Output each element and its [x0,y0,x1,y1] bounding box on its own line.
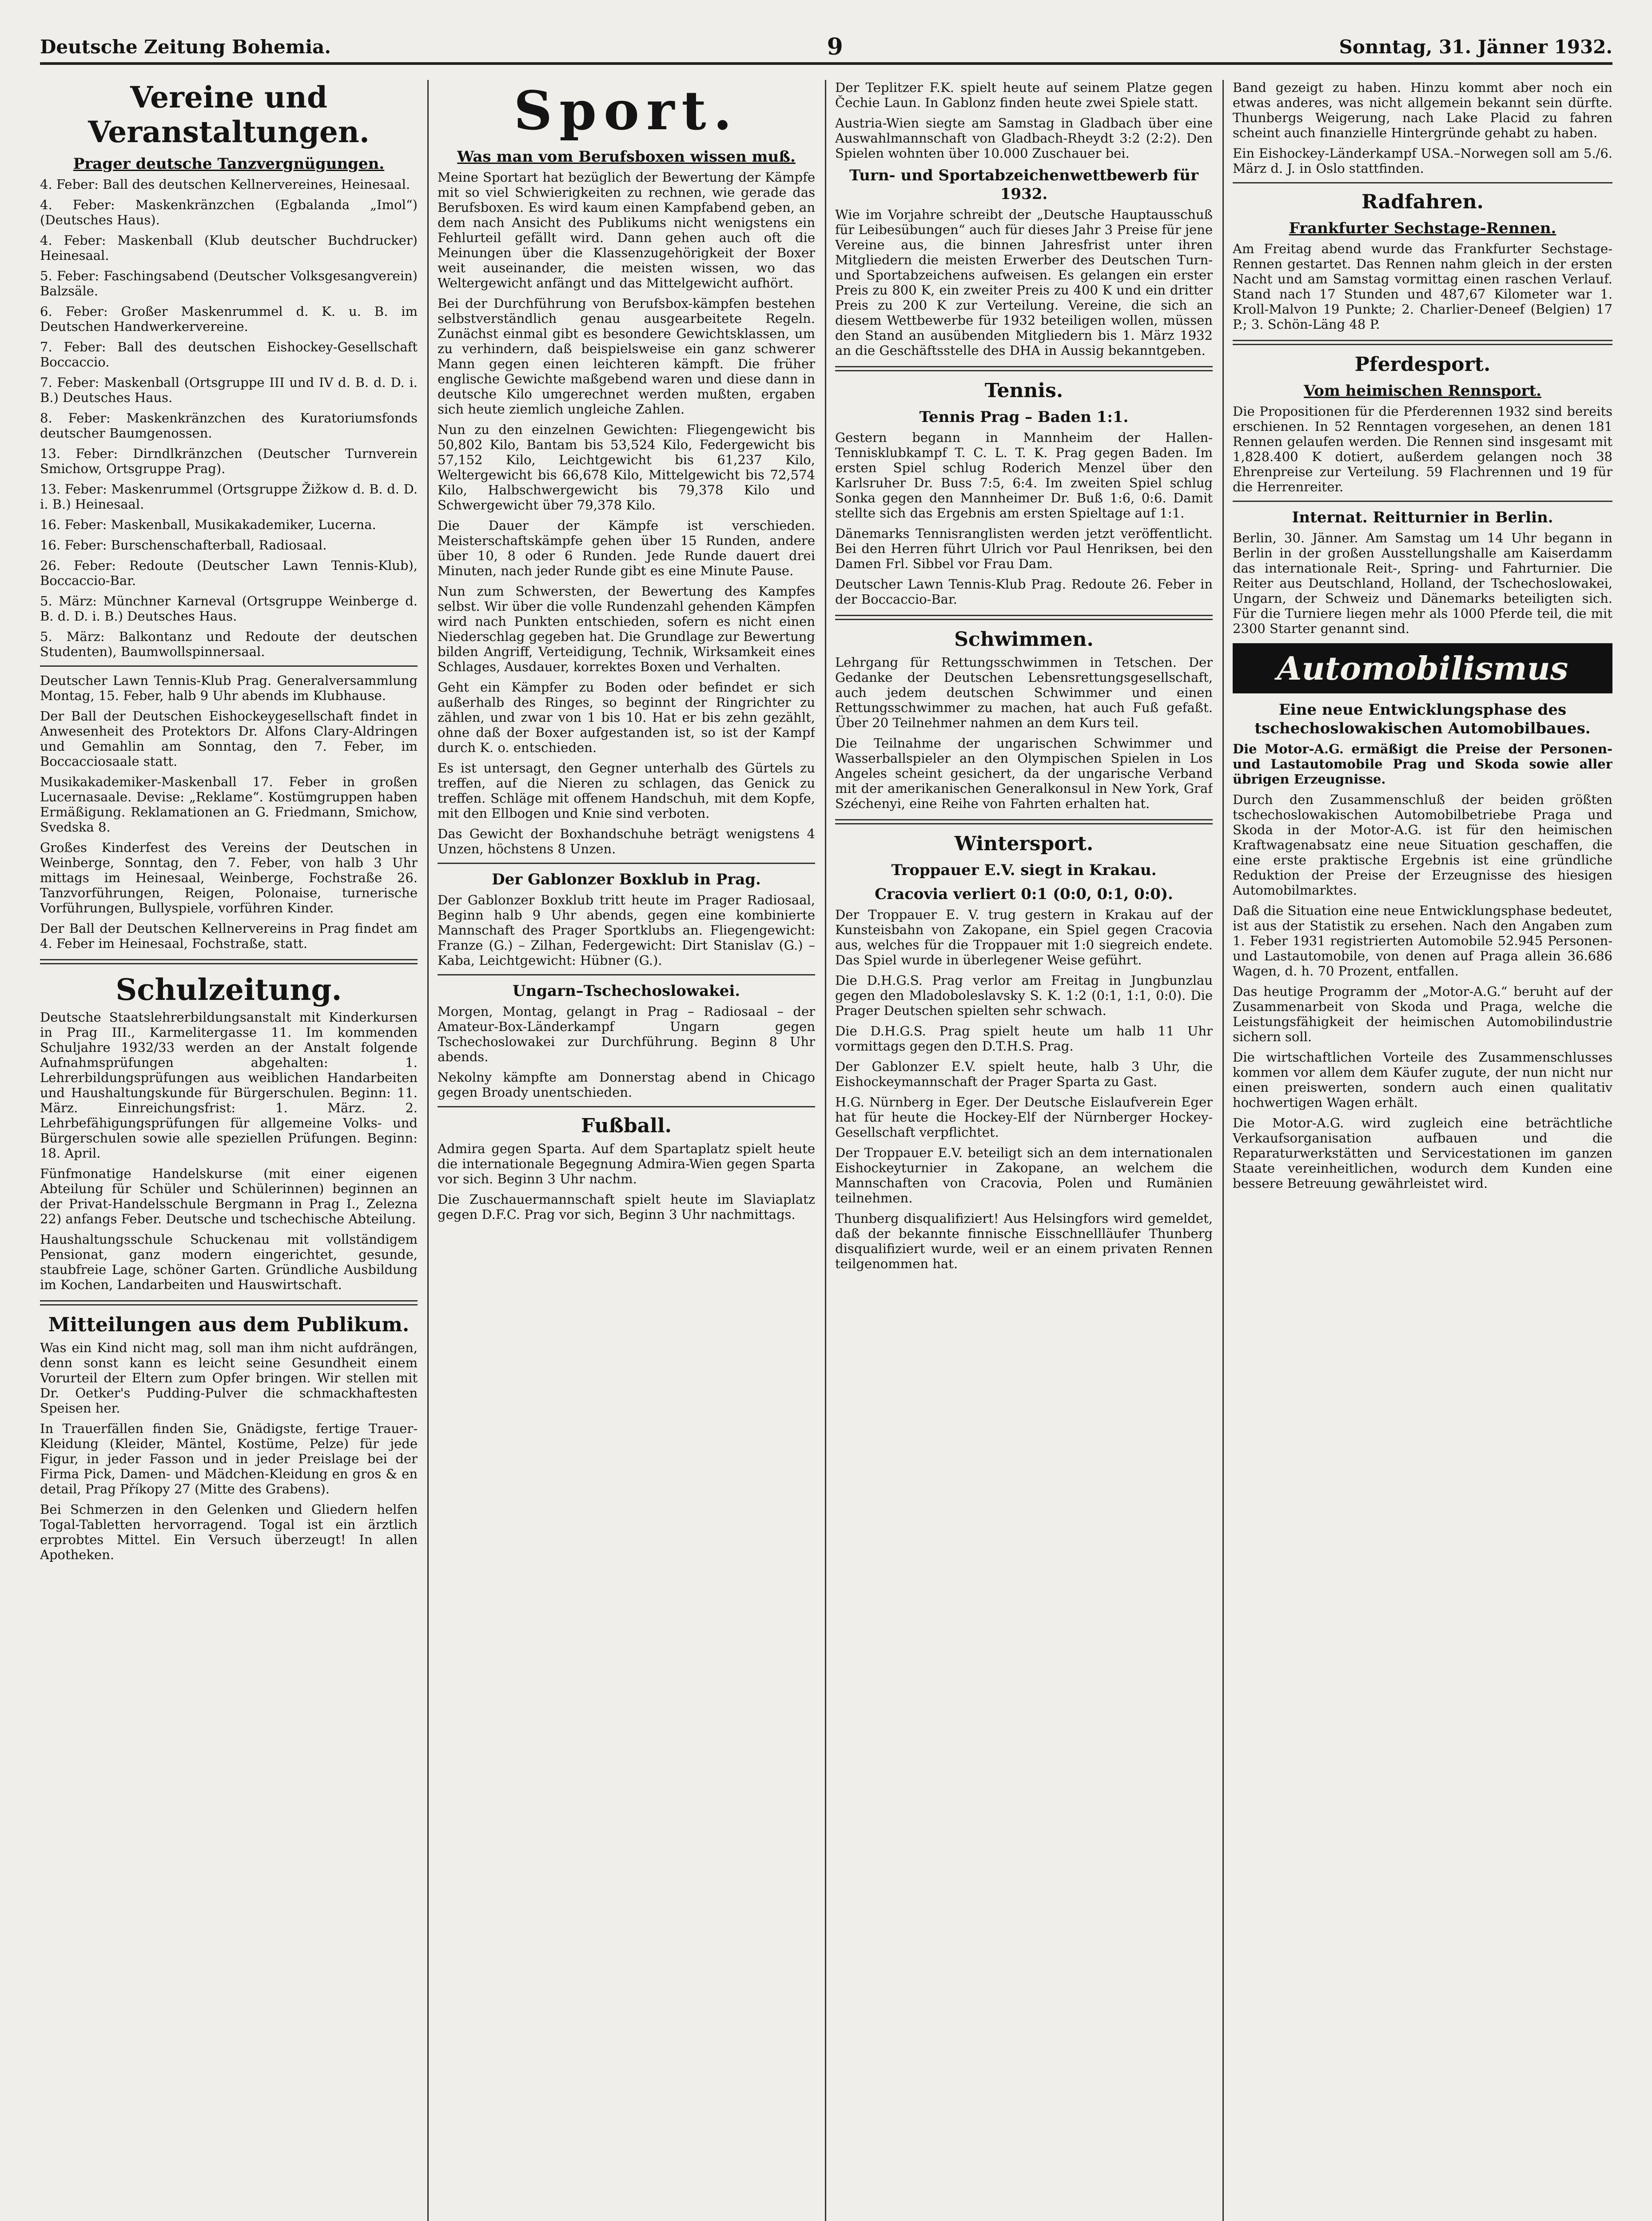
section-heading-tennis: Tennis. [984,379,1063,402]
article-text: Berlin, 30. Jänner. Am Samstag um 14 Uhr begann in Berlin in der großen Ausstellungshalle am Kaiserdamm das internationale Reit-, Spring- und Fahrturnier. Die Reiter aus Deutschland, Holland, der Tschechoslowakei, Ungarn, der Schweiz und Dänemarks beteiligten sich. Für die Turniere liegen mehr als 1000 Pferde teil, die mit 2300 Starter genannt sind. [1233,530,1612,636]
article-text: Bei Schmerzen in den Gelenken und Gliedern helfen Togal-Tabletten hervorragend. Togal ist ein ärztlich erprobtes Mittel. Ein Versuch überzeugt! In allen Apotheken. [40,1502,418,1562]
divider [835,819,1213,824]
article-text: Der Troppauer E.V. beteiligt sich an dem internationalen Eishockeyturnier in Zakopane, an welchem die Mannschaften von Cracovia, Polen und Rumänien teilnehmen. [835,1145,1213,1206]
event-item: 5. Feber: Faschingsabend (Deutscher Volksgesangverein) Balzsäle. [40,268,418,299]
event-item: 16. Feber: Burschenschafterball, Radiosaal. [40,537,327,553]
article-text: Meine Sportart hat bezüglich der Bewertung der Kämpfe mit so viel Schwierigkeiten zu rechnen, wie gerade das Berufsboxen. Es wird kaum einen Kampfabend geben, an dem nach Ansicht des Publikums nicht wenigstens ein Fehlurteil gefällt wird. Dann gehen auch oft die Meinungen über die Klassenzugehörigkeit der Boxer weit auseinander, die meisten wissen, wo das Weltergewicht anfängt und das Mittelgewicht aufhört. [438,170,815,291]
column-3 [835,80,1213,2221]
article-text: Band gezeigt zu haben. Hinzu kommt aber noch ein etwas anderes, was nicht allgemein bekannt sein dürfte. Thunbergs Weigerung, nach Lake Placid zu fahren scheint auch finanzielle Hintergründe gehabt zu haben. [1233,80,1612,140]
article-text: Fünfmonatige Handelskurse (mit einer eigenen Abteilung für Schüler und Schülerinnen) beginnen an der Privat-Handelsschule Bergmann in Prag I., Zelezna 22) anfangs Feber. Deutsche und tschechische Abteilung. [40,1166,418,1226]
section-heading-radfahren: Radfahren. [1361,191,1484,213]
paper-name: Deutsche Zeitung Bohemia. [40,36,331,58]
article-text: Morgen, Montag, gelangt in Prag – Radiosaal – der Amateur-Box-Länderkampf Ungarn gegen Tschechoslowakei zur Durchführung. Beginn 8 Uhr abends. [438,1004,815,1064]
article-text: Durch den Zusammenschluß der beiden größten tschechoslowakischen Automobilbetriebe Praga und Skoda in der Motor-A.G. ist für den heimischen Kraftwagenabsatz eine neue Situation geschaffen, die eine erste praktische Ergebnis ist eine gründliche Reduktion der Preise der Erzeugnisse des hiesigen Automobilmarktes. [1233,792,1612,898]
article-text: Der Gablonzer E.V. spielt heute, halb 3 Uhr, die Eishockeymannschaft der Prager Sparta zu Gast. [835,1059,1213,1089]
article-text: Die Teilnahme der ungarischen Schwimmer und Wasserballspieler an den Olympischen Spielen in Los Angeles scheint gesichert, da der ungarische Verband mit der amerikanischen Generalkonsul in New York, Graf Széchenyi, eine Reihe von Fahrten erhalten hat. [835,736,1213,811]
column-rule [1222,80,1224,2221]
notice: Deutscher Lawn Tennis-Klub Prag. Generalversammlung Montag, 15. Feber, halb 9 Uhr abends im Klubhause. [40,673,418,703]
article-text: Die Zuschauermannschaft spielt heute im Slaviaplatz gegen D.F.C. Prag vor sich, Beginn 3 Uhr nachmittags. [438,1192,815,1222]
divider [1233,501,1612,502]
article-text: Dänemarks Tennisranglisten werden jetzt veröffentlicht. Bei den Herren führt Ulrich vor Paul Henriksen, bei den Damen Frl. Sibbel vor Frau Dam. [835,526,1213,571]
event-item: 7. Feber: Ball des deutschen Eishockey-Gesellschaft Boccaccio. [40,339,418,370]
article-text: Deutscher Lawn Tennis-Klub Prag. Redoute 26. Feber in der Boccaccio-Bar. [835,577,1213,607]
article-heading-gablonz: Der Gablonzer Boxklub in Prag. [492,871,761,888]
article-lead: Die Motor-A.G. ermäßigt die Preise der Personen- und Lastautomobile Prag und Skoda sowie aller übrigen Erzeugnisse. [1233,741,1612,787]
article-heading-tennis-prag-baden: Tennis Prag – Baden 1:1. [919,408,1129,426]
column-1 [40,80,418,2221]
article-text: Thunberg disqualifiziert! Aus Helsingfors wird gemeldet, daß der bekannte finnische Eisschnellläufer Thunberg disqualifiziert wurde, weil er an einem privaten Rennen teilgenommen hat. [835,1211,1213,1271]
divider [438,863,815,864]
divider [835,366,1213,371]
event-item: 4. Feber: Ball des deutschen Kellnervereines, Heinesaal. [40,177,410,192]
article-text: H.G. Nürnberg in Eger. Der Deutsche Eislaufverein Eger hat für heute die Hockey-Elf der Nürnberger Hockey-Gesellschaft verpflichtet. [835,1095,1213,1140]
divider [1233,182,1612,183]
divider [1233,340,1612,345]
article-heading-berufsboxen: Was man vom Berufsboxen wissen muß. [457,148,796,166]
event-item: 5. März: Balkontanz und Redoute der deutschen Studenten), Baumwollspinnersaal. [40,629,418,659]
event-item: 7. Feber: Maskenball (Ortsgruppe III und IV d. B. d. D. i. B.) Deutsches Haus. [40,375,418,405]
subheading-tanz: Prager deutsche Tanzvergnügungen. [73,155,385,173]
column-rule [825,80,826,2221]
article-text: In Trauerfällen finden Sie, Gnädigste, fertige Trauer-Kleidung (Kleider, Mäntel, Kostüme, Pelze) für jede Figur, in jeder Fasson und in jeder Preislage bei der Firma Pick, Damen- und Mädchen-Kleidung en gros & en detail, Prag Příkopy 27 (Mitte des Grabens). [40,1421,418,1497]
section-heading-schwimmen: Schwimmen. [954,628,1094,651]
column-2 [438,80,815,2221]
page-number: 9 [827,33,843,60]
divider [438,974,815,975]
column-4 [1233,80,1612,2221]
article-text: Ein Eishockey-Länderkampf USA.–Norwegen soll am 5./6. März d. J. in Oslo stattfinden. [1233,146,1612,176]
issue-date: Sonntag, 31. Jänner 1932. [1339,36,1612,58]
article-text: Austria-Wien siegte am Samstag in Gladbach über eine Auswahlmannschaft von Gladbach-Rheydt 3:2 (2:2). Den Spielen wohnten über 10.000 Zuschauer bei. [835,115,1213,161]
article-text: Nekolny kämpfte am Donnerstag abend in Chicago gegen Broady unentschieden. [438,1070,815,1100]
section-heading-fussball: Fußball. [581,1114,672,1137]
article-text: Nun zu den einzelnen Gewichten: Fliegengewicht bis 50,802 Kilo, Bantam bis 53,524 Kilo, Federgewicht bis 57,152 Kilo, Leichtgewicht bis 61,237 Kilo, Weltergewicht bis 66,678 Kilo, Mittelgewicht bis 72,574 Kilo, Halbschwergewicht bis 79,378 Kilo und Schwergewicht über 79,378 Kilo. [438,422,815,513]
event-item: 16. Feber: Maskenball, Musikakademiker, Lucerna. [40,517,376,532]
article-heading-troppau: Troppauer E.V. siegt in Krakau. [891,861,1157,879]
article-text: Die D.H.G.S. Prag spielt heute um halb 11 Uhr vormittags gegen den D.T.H.S. Prag. [835,1023,1213,1054]
article-heading-automobilbau: Eine neue Entwicklungsphase des tschechoslowakischen Automobilbaues. [1254,701,1591,737]
section-heading-vereine: Vereine und Veranstaltungen. [88,80,370,149]
divider [40,665,418,667]
section-heading-schulzeitung: Schulzeitung. [115,972,342,1007]
article-text: Der Troppauer E. V. trug gestern in Krakau auf der Kunsteisbahn von Zakopane, ein Spiel gegen Cracovia aus, welches für die Troppauer mit 1:0 siegreich endete. Das Spiel wurde in überlegener Weise geführt. [835,907,1213,967]
divider [438,1106,815,1107]
article-text: Deutsche Staatslehrerbildungsanstalt mit Kinderkursen in Prag III., Karmelitergasse 11. Im kommenden Schuljahre 1932/33 werden an der Anstalt folgende Aufnahmsprüfungen abgehalten: 1. Lehrerbildungsprüfungen aus weiblichen Handarbeiten und Haushaltungskunde für Bürgerschulen. Beginn: 11. März. Einreichungsfrist: 1. März. 2. Lehrbefähigungsprüfungen für allgemeine Volks- und Bürgerschulen sowie alle speziellen Prüfungen. Beginn: 18. April. [40,1010,418,1161]
section-banner-automobilismus: Automobilismus [1233,643,1612,693]
article-text: Wie im Vorjahre schreibt der „Deutsche Hauptausschuß für Leibesübungen“ auch für dieses Jahr 3 Preise für jene Vereine aus, die binnen Jahresfrist unter ihren Mitgliedern die meisten Erwerber des Deutschen Turn- und Sportabzeichens aufweisen. Es gelangen ein erster Preis zu 800 K, ein zweiter Preis zu 400 K und ein dritter Preis zu 200 K zur Verteilung. Vereine, die sich an diesem Wettbewerbe für 1932 beteiligen wollen, müssen den Stand an ausübenden Mitgliedern bis 1. März 1932 an die Geschäftsstelle des DHA in Aussig bekanntgeben. [835,207,1213,358]
notice: Musikakademiker-Maskenball 17. Feber in großen Lucernasaale. Devise: „Reklame“. Kostümgruppen haben Ermäßigung. Reklamationen an G. Friedmann, Smichow, Svedska 8. [40,774,418,835]
article-text: Die Dauer der Kämpfe ist verschieden. Meisterschaftskämpfe gehen über 15 Runden, andere über 10, 8 oder 6 Runden. Jede Runde dauert drei Minuten, nach jeder Runde gibt es eine Minute Pause. [438,518,815,578]
section-heading-wintersport: Wintersport. [954,832,1094,855]
notice: Großes Kinderfest des Vereins der Deutschen in Weinberge, Sonntag, den 7. Feber, von halb 3 Uhr mittags im Heinesaal, Weinberge, Fochstraße 26. Tanzvorführungen, Reigen, Polonaise, turnerische Vorführungen, Bullyspiele, vorführen Kinder. [40,840,418,915]
divider [40,1300,418,1306]
article-text: Bei der Durchführung von Berufsbox-kämpfen bestehen selbstverständlich genau ausgearbeitete Regeln. Zunächst einmal gibt es besondere Gewichtsklassen, um zu verhindern, daß beispielsweise ein ganz schwerer Mann gegen einen leichteren kämpft. Die früher englische Gewichte maßgebend waren und diese dann in deutsche Kilo umgerechnet werden mußten, ergaben sich heute ziemlich ungleiche Zahlen. [438,296,815,417]
divider [835,615,1213,620]
article-text: Nun zum Schwersten, der Bewertung des Kampfes selbst. Wir über die volle Rundenzahl gehenden Kämpfen wird nach Punkten entschieden, sofern es nicht einen Niederschlag gegeben hat. Die Grundlage zur Bewertung bilden Angriff, Verteidigung, Technik, Wirksamkeit eines Schlages, Ausdauer, korrektes Boxen und Verhalten. [438,584,815,674]
article-text: Admira gegen Sparta. Auf dem Spartaplatz spielt heute die internationale Begegnung Admira-Wien gegen Sparta vor sich. Beginn 3 Uhr nachm. [438,1141,815,1186]
event-item: 13. Feber: Maskenrummel (Ortsgruppe Žižkow d. B. d. D. i. B.) Heinesaal. [40,482,418,512]
article-text: Haushaltungsschule Schuckenau mit vollständigem Pensionat, ganz modern eingerichtet, gesunde, staubfreie Lage, schöner Garten. Gründliche Ausbildung im Kochen, Landarbeiten und Hauswirtschaft. [40,1232,418,1292]
article-text: Geht ein Kämpfer zu Boden oder befindet er sich außerhalb des Ringes, so beginnt der Ringrichter zu zählen, und zwar von 1 bis 10. Hat er bis zehn gezählt, ohne daß der Boxer aufgestanden ist, so ist der Kampf durch K. o. entschieden. [438,680,815,755]
event-item: 6. Feber: Großer Maskenrummel d. K. u. B. im Deutschen Handwerkervereine. [40,304,418,334]
article-text: Lehrgang für Rettungsschwimmen in Tetschen. Der Gedanke der Deutschen Lebensrettungsgesellschaft, auch jedem deutschen Schwimmer und einen Rettungsschwimmer zu machen, hat auch Fuß gefaßt. Über 20 Teilnehmer nahmen an dem Kurs teil. [835,655,1213,730]
article-text: Die wirtschaftlichen Vorteile des Zusammenschlusses kommen vor allem dem Käufer zugute, der nun nicht nur einen preiswerten, sondern auch einen qualitativ hochwertigen Wagen erhält. [1233,1050,1612,1110]
newspaper-page [40,31,1612,2221]
article-heading-turnabzeichen: Turn- und Sportabzeichenwettbewerb für 1932. [849,167,1198,203]
masthead [40,31,1612,65]
article-heading-ungarn: Ungarn–Tschechoslowakei. [512,982,740,1000]
notice: Der Ball der Deutschen Eishockeygesellschaft findet in Anwesenheit des Protektors Dr. Alfons Clary-Aldringen und Gemahlin am Sonntag, den 7. Feber, im Boccacciosaale statt. [40,708,418,769]
article-text: Die D.H.G.S. Prag verlor am Freitag in Jungbunzlau gegen den Mladoboleslavsky S. K. 1:2 (0:1, 1:1, 0:0). Die Prager Deutschen spielten sehr schwach. [835,973,1213,1018]
event-item: 5. März: Münchner Karneval (Ortsgruppe Weinberge d. B. d. D. i. B.) Deutsches Haus. [40,593,418,624]
article-text: Daß die Situation eine neue Entwicklungsphase bedeutet, ist aus der Statistik zu ersehen. Nach den Angaben zum 1. Feber 1931 registrierten Automobile 52.945 Personen- und Lastautomobile, von denen auf Praga allein 36.686 Wagen, d. h. 70 Prozent, entfallen. [1233,903,1612,979]
event-list [40,177,418,659]
section-heading-sport: Sport. [514,80,739,142]
article-text: Was ein Kind nicht mag, soll man ihm nicht aufdrängen, denn sonst kann es leicht seine Gesundheit einem Vorurteil der Eltern zum Opfer bringen. Wir stellen mit Dr. Oetker's Pudding-Pulver die schmackhaftesten Speisen her. [40,1340,418,1416]
article-text: Das heutige Programm der „Motor-A.G.“ beruht auf der Zusammenarbeit von Skoda und Praga, welche die Leistungsfähigkeit der heimischen Automobilindustrie sichern soll. [1233,984,1612,1044]
article-text: Der Gablonzer Boxklub tritt heute im Prager Radiosaal, Beginn halb 9 Uhr abends, gegen eine kombinierte Mannschaft des Prager Sportklubs an. Fliegengewicht: Franze (G.) – Zilhan, Federgewicht: Dirt Stanislav (G.) – Kaba, Leichtgewicht: Hübner (G.). [438,892,815,968]
article-text: Die Motor-A.G. wird zugleich eine beträchtliche Verkaufsorganisation aufbauen und die Reparaturwerkstätten und Servicestationen im ganzen Staate vereinheitlichen, wodurch dem Kunden eine bessere Betreuung gewährleistet wird. [1233,1115,1612,1191]
section-heading-pferdesport: Pferdesport. [1354,353,1491,376]
event-item: 13. Feber: Dirndlkränzchen (Deutscher Turnverein Smichow, Ortsgruppe Prag). [40,446,418,476]
article-heading-rennsport: Vom heimischen Rennsport. [1303,382,1542,400]
event-item: 8. Feber: Maskenkränzchen des Kuratoriumsfonds deutscher Baumgenossen. [40,410,418,441]
article-subheading-cracovia: Cracovia verliert 0:1 (0:0, 0:1, 0:0). [875,885,1173,903]
event-item: 4. Feber: Maskenkränzchen (Egbalanda „Imol“) (Deutsches Haus). [40,197,418,227]
notice: Der Ball der Deutschen Kellnervereins in Prag findet am 4. Feber im Heinesaal, Fochstraße, statt. [40,921,418,951]
section-heading-mitteilungen: Mitteilungen aus dem Publikum. [48,1313,410,1336]
column-rule [427,80,429,2221]
event-item: 4. Feber: Maskenball (Klub deutscher Buchdrucker) Heinesaal. [40,233,418,263]
event-item: 26. Feber: Redoute (Deutscher Lawn Tennis-Klub), Boccaccio-Bar. [40,558,418,588]
article-text: Am Freitag abend wurde das Frankfurter Sechstage-Rennen gestartet. Das Rennen nahm gleich in der ersten Nacht und am Samstag vormittag einen raschen Verlauf. Stand nach 17 Stunden und 487,67 Kilometer war 1. Kroll-Malvon 19 Punkte; 2. Charlier-Deneef (Belgien) 17 P.; 3. Schön-Läng 48 P. [1233,241,1612,332]
article-text: Das Gewicht der Boxhandschuhe beträgt wenigstens 4 Unzen, höchstens 8 Unzen. [438,826,815,856]
article-text: Der Teplitzer F.K. spielt heute auf seinem Platze gegen Čechie Laun. In Gablonz finden heute zwei Spiele statt. [835,80,1213,110]
article-heading-reitturnier: Internat. Reitturnier in Berlin. [1292,509,1553,526]
article-text: Gestern begann in Mannheim der Hallen-Tennisklubkampf T. C. L. T. K. Prag gegen Baden. Im ersten Spiel schlug Roderich Menzel über den Karlsruher Dr. Buss 7:5, 6:4. Im zweiten Spiel schlug Sonka gegen den Mannheimer Dr. Buß 1:6, 0:6. Damit stellte sich das Ergebnis am ersten Spieltage auf 1:1. [835,430,1213,521]
article-text: Es ist untersagt, den Gegner unterhalb des Gürtels zu treffen, auf die Nieren zu schlagen, das Genick zu treffen. Schläge mit offenem Handschuh, mit dem Kopfe, mit den Ellbogen und Knie sind verboten. [438,760,815,821]
divider [40,959,418,964]
article-heading-sechstage: Frankfurter Sechstage-Rennen. [1289,219,1556,237]
article-text: Die Propositionen für die Pferderennen 1932 sind bereits erschienen. In 52 Renntagen vorgesehen, an denen 181 Rennen gelaufen werden. Die Rennen sind insgesamt mit 1,828.400 K dotiert, außerdem gelangen noch 38 Ehrenpreise zur Verteilung. 59 Flachrennen und 19 für die Herrenreiter. [1233,404,1612,494]
